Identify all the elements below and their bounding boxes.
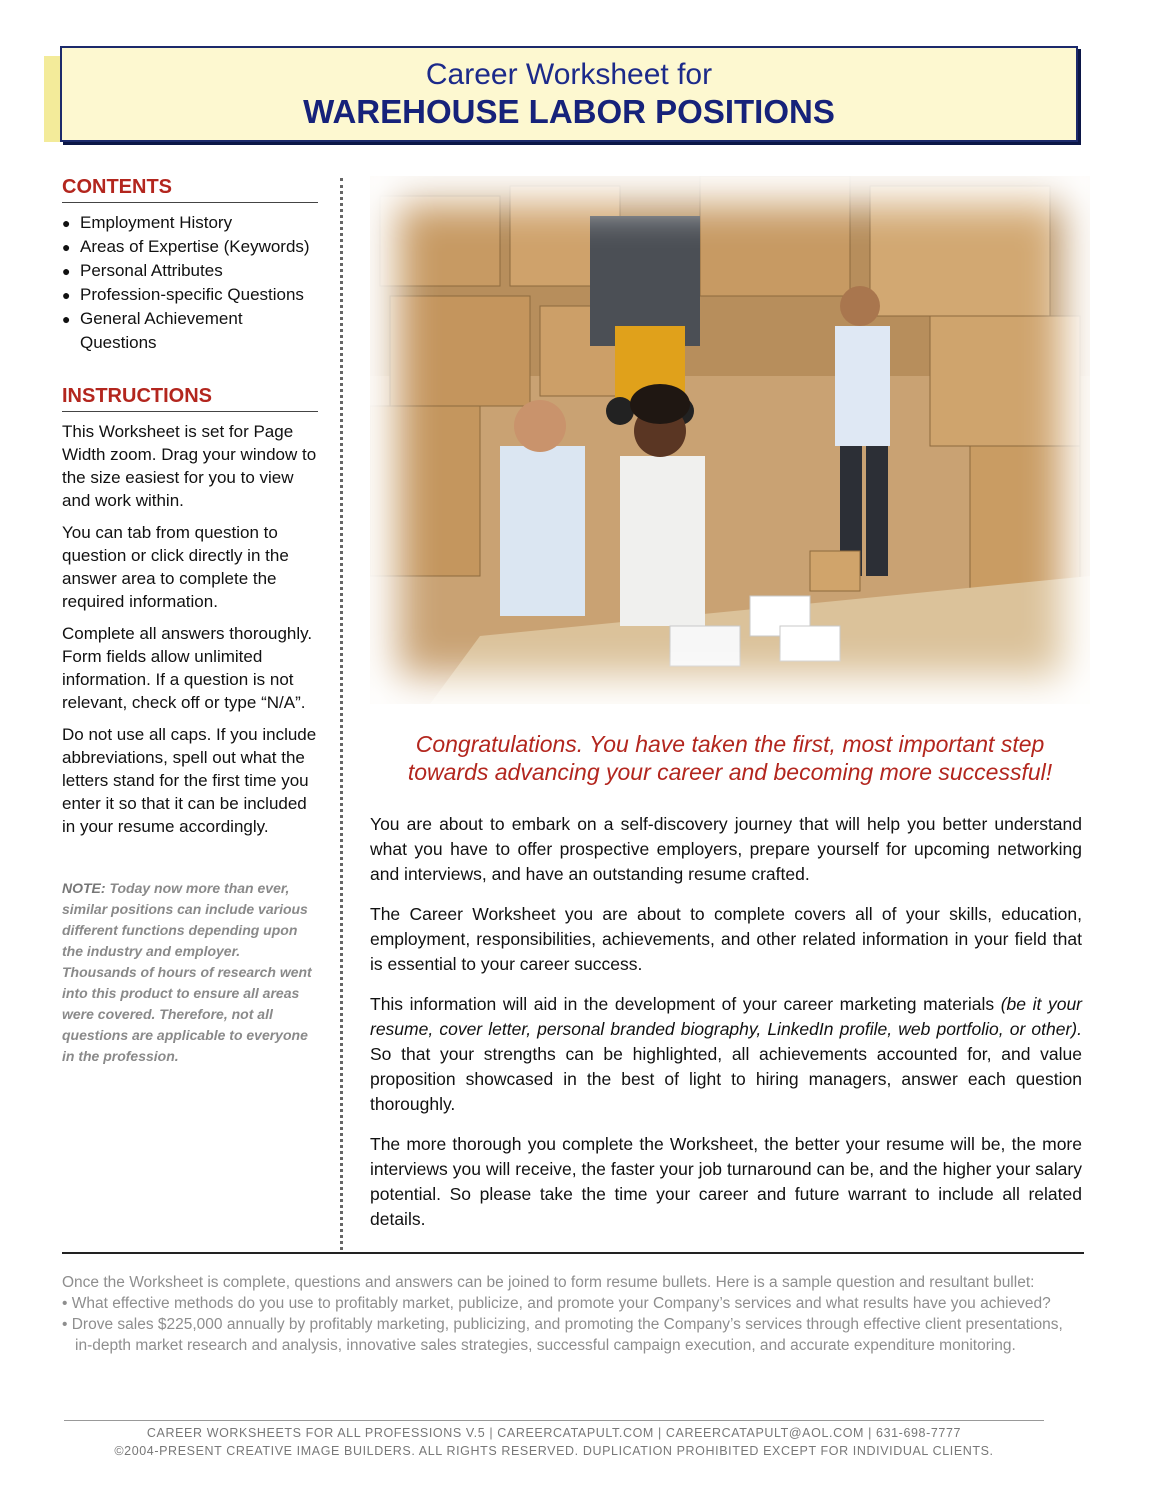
bullet-icon: ● xyxy=(62,311,71,327)
sidebar xyxy=(62,176,318,1067)
congrats-line1: Congratulations. You have taken the first, most important step xyxy=(415,731,1045,757)
contents-item[interactable]: ● Areas of Expertise (Keywords) xyxy=(62,235,318,259)
intro-paragraph: This information will aid in the development of your career marketing materials (be it your resume, cover letter, personal branded biography, LinkedIn profile, web portfolio, or other). So that your strengths can be highlighted, all achievements accounted for, and value proposition showcased in the best of light to hiring managers, answer each question thoroughly. xyxy=(370,994,1083,1114)
instructions-body xyxy=(62,420,318,838)
contents-item[interactable]: ● Personal Attributes xyxy=(62,259,318,283)
contents-heading: CONTENTS xyxy=(62,176,318,203)
contents-item[interactable]: ● Employment History xyxy=(62,211,318,235)
sample-question: • What effective methods do you use to profitably market, publicize, and promote your Company’s services and what results have you achieved? xyxy=(62,1295,1051,1312)
sample-bullet-line2: in-depth market research and analysis, innovative sales strategies, successful campaign execution, and accurate expenditure monitoring. xyxy=(75,1337,1016,1354)
bullet-icon: ● xyxy=(62,239,71,255)
sample-intro: Once the Worksheet is complete, questions and answers can be joined to form resume bullets. Here is a sample question and resultant bullet: xyxy=(62,1274,1035,1291)
bullet-icon: ● xyxy=(62,215,71,231)
note-text: Today now more than ever, similar positions can include various different functions depending upon the industry and employer. Thousands of hours of research went into this product to ensure all areas were covered. Therefore, not all questions are applicable to everyone in the profession. xyxy=(62,880,312,1064)
instruction-paragraph: You can tab from question to question or click directly in the answer area to complete the required information. xyxy=(62,523,289,611)
intro-body xyxy=(370,812,1082,1247)
materials-list: (be it your resume, cover letter, personal branded biography, LinkedIn profile, web portfolio, or other). xyxy=(370,994,1083,1039)
footer-copyright: ©2004-PRESENT CREATIVE IMAGE BUILDERS. ALL RIGHTS RESERVED. DUPLICATION PROHIBITED EXCEPT FOR INDIVIDUAL CLIENTS. xyxy=(114,1444,994,1458)
warehouse-photo xyxy=(370,176,1090,704)
instructions-heading: INSTRUCTIONS xyxy=(62,385,318,412)
note-label: NOTE: xyxy=(62,880,106,896)
note xyxy=(62,878,318,1067)
contents-item[interactable]: ● Profession-specific Questions xyxy=(62,283,318,307)
intro-paragraph: You are about to embark on a self-discovery journey that will help you better understand what you have to offer prospective employers, prepare yourself for upcoming networking and interviews, and have an outstanding resume crafted. xyxy=(370,814,1082,884)
sample-bullet-line1: • Drove sales $225,000 annually by profitably marketing, publicizing, and promoting the Company’s services through effective client presentations, xyxy=(62,1316,1063,1333)
contents-item[interactable]: ● General Achievement Questions xyxy=(62,309,243,352)
bullet-icon: ● xyxy=(62,287,71,303)
title-banner xyxy=(60,46,1078,142)
bullet-icon: ● xyxy=(62,263,71,279)
column-divider xyxy=(340,178,343,1250)
congrats-line2: towards advancing your career and becoming more successful! xyxy=(407,759,1053,785)
instruction-paragraph: This Worksheet is set for Page Width zoom. Drag your window to the size easiest for you to view and work within. xyxy=(62,422,317,510)
photo-vignette xyxy=(370,176,1090,704)
page-title-line1: Career Worksheet for xyxy=(425,58,713,91)
footer-contact: CAREER WORKSHEETS FOR ALL PROFESSIONS V.5 | CAREERCATAPULT.COM | CAREERCATAPULT@AOL.COM | 631-698-7777 xyxy=(146,1426,962,1440)
footer-divider xyxy=(64,1420,1044,1421)
sample-bullet-section xyxy=(62,1272,1092,1356)
instruction-paragraph: Do not use all caps. If you include abbreviations, spell out what the letters stand for the first time you enter it so that it can be included in your resume accordingly. xyxy=(62,725,317,836)
section-divider xyxy=(62,1252,1084,1254)
congratulations-message xyxy=(372,730,1088,786)
contents-list xyxy=(62,211,318,355)
instruction-paragraph: Complete all answers thoroughly. Form fields allow unlimited information. If a question is not relevant, check off or type “N/A”. xyxy=(62,624,313,712)
intro-paragraph: The Career Worksheet you are about to complete covers all of your skills, education, employment, responsibilities, achievements, and other related information in your field that is essential to your career success. xyxy=(370,904,1082,974)
page-title-line2: WAREHOUSE LABOR POSITIONS xyxy=(303,93,835,130)
intro-paragraph: The more thorough you complete the Worksheet, the better your resume will be, the more interviews you will receive, the faster your job turnaround can be, and the higher your salary potential. So please take the time your career and future warrant to include all related details. xyxy=(370,1134,1082,1229)
footer xyxy=(0,1424,1108,1460)
